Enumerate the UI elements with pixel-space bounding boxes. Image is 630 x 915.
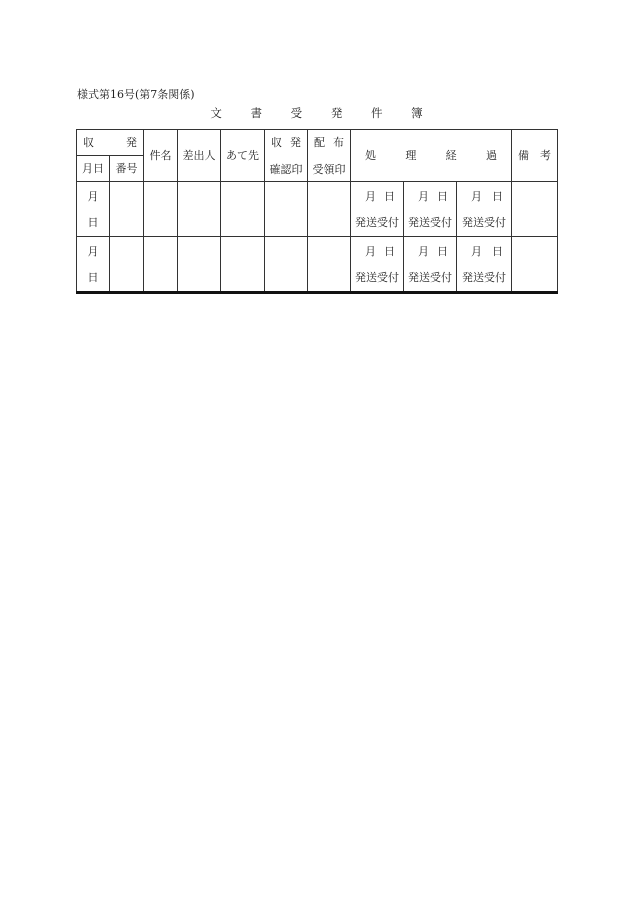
row-recipient-cell[interactable]: [221, 182, 265, 237]
register-table: [76, 129, 558, 294]
process-entry-cell[interactable]: 月 日 発送受付: [457, 182, 512, 237]
process-history-header: 処 理 経 過: [351, 130, 512, 182]
document-title: [76, 105, 557, 121]
row-remarks-cell[interactable]: [512, 182, 558, 237]
number-subheader: 番号: [110, 156, 144, 182]
row-subject-cell[interactable]: [144, 182, 178, 237]
row-subject-cell[interactable]: [144, 237, 178, 293]
send-label: 発: [126, 136, 137, 149]
remarks-header: 備 考: [512, 130, 558, 182]
row-recipient-cell[interactable]: [221, 237, 265, 293]
row-receipt-seal-cell[interactable]: [308, 182, 351, 237]
table-row: [77, 182, 558, 237]
row-receipt-seal-cell[interactable]: [308, 237, 351, 293]
confirm-seal-header: 収 発 確認印: [265, 130, 308, 182]
process-entry-cell[interactable]: 月 日 発送受付: [351, 237, 404, 293]
process-entry-cell[interactable]: 月 日 発送受付: [457, 237, 512, 293]
title-char: 簿: [411, 106, 423, 120]
row-confirm-seal-cell[interactable]: [265, 182, 308, 237]
process-entry-cell[interactable]: 月 日 発送受付: [404, 237, 457, 293]
title-char: 文: [210, 106, 222, 120]
sender-header: 差出人: [178, 130, 221, 182]
form-number-label: 様式第16号(第7条関係): [77, 88, 195, 101]
title-char: 受: [290, 106, 303, 120]
row-date-cell[interactable]: 月 日: [77, 182, 110, 237]
table-row: [77, 237, 558, 293]
subject-header: 件名: [144, 130, 178, 182]
row-sender-cell[interactable]: [178, 237, 221, 293]
header-row: [77, 130, 558, 156]
process-entry-cell[interactable]: 月 日 発送受付: [404, 182, 457, 237]
row-number-cell[interactable]: [110, 182, 144, 237]
receive-send-header: [77, 130, 144, 156]
recipient-header: あて先: [221, 130, 265, 182]
row-date-cell[interactable]: 月 日: [77, 237, 110, 293]
receive-label: 収: [83, 136, 94, 149]
row-number-cell[interactable]: [110, 237, 144, 293]
row-remarks-cell[interactable]: [512, 237, 558, 293]
receipt-seal-header: 配 布 受領印: [308, 130, 351, 182]
row-confirm-seal-cell[interactable]: [265, 237, 308, 293]
title-char: 件: [370, 106, 383, 120]
row-sender-cell[interactable]: [178, 182, 221, 237]
title-char: 発: [330, 106, 343, 120]
date-subheader: 月日: [77, 156, 110, 182]
process-entry-cell[interactable]: 月 日 発送受付: [351, 182, 404, 237]
title-char: 書: [250, 106, 263, 120]
